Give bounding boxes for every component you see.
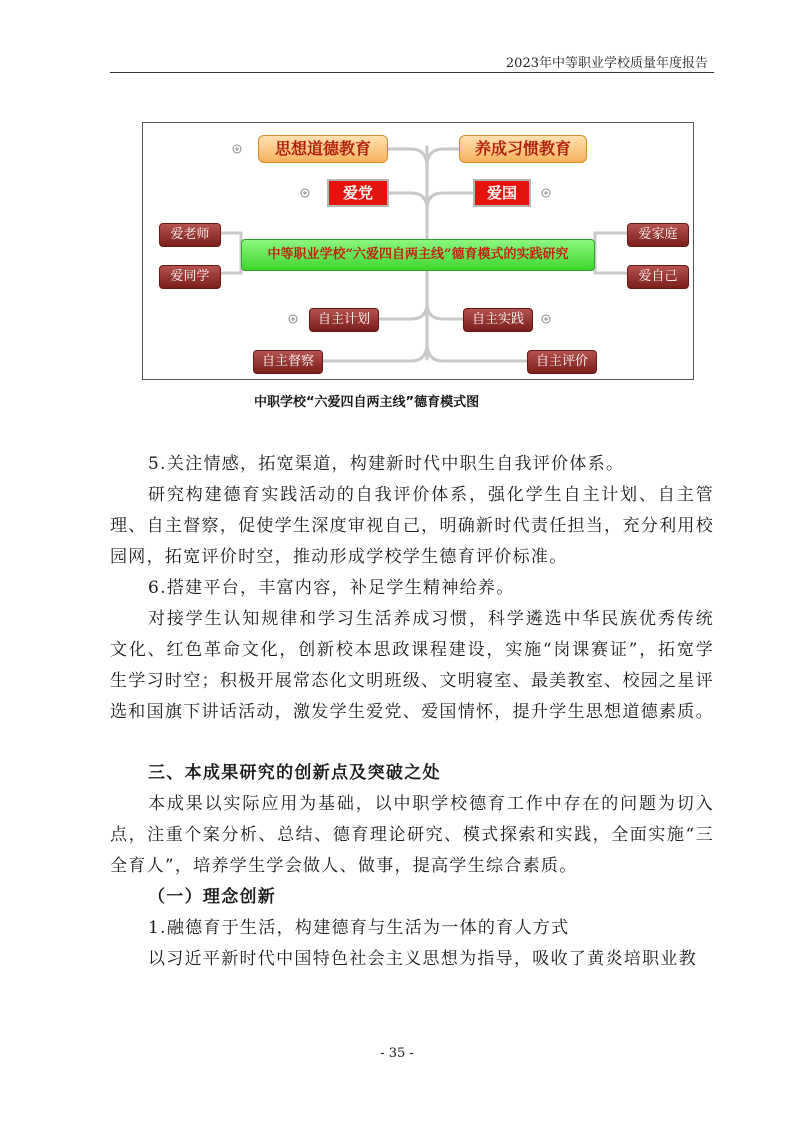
- header-rule: [110, 72, 714, 73]
- node-self-planning: 自主计划: [309, 308, 379, 332]
- subsection-1-heading: （一）理念创新: [148, 887, 277, 907]
- node-moral-education: 思想道德教育: [258, 135, 388, 163]
- running-header: 2023年中等职业学校质量年度报告: [505, 56, 708, 71]
- node-self-supervision: 自主督察: [253, 350, 323, 374]
- node-central-topic: 中等职业学校“六爱四自两主线”德育模式的实践研究: [241, 239, 595, 271]
- node-love-country: 爱国: [473, 179, 531, 207]
- node-self-practice: 自主实践: [463, 308, 533, 332]
- section-3-intro: 本成果以实际应用为基础，以中职学校德育工作中存在的问题为切入点，注重个案分析、总结、德育理论研究、模式探索和实践，全面实施“三全育人”，培养学生学会做人、做事，提高学生综合素质。: [110, 794, 714, 876]
- paragraph-5-body: 研究构建德育实践活动的自我评价体系，强化学生自主计划、自主管理、自主督察，促使学生深度审视自己，明确新时代责任担当，充分利用校园网，拓宽评价时空，推动形成学校学生德育评价标准。: [110, 485, 714, 567]
- diagram-caption: 中职学校“六爱四自两主线”德育模式图: [254, 395, 480, 410]
- node-love-party: 爱党: [327, 179, 389, 207]
- page-number: - 35 -: [380, 1046, 414, 1061]
- node-self-evaluation: 自主评价: [527, 350, 597, 374]
- item-1-heading: 1.融德育于生活，构建德育与生活为一体的育人方式: [148, 918, 570, 938]
- node-love-self: 爱自己: [627, 265, 689, 289]
- mind-map-diagram: [142, 122, 694, 380]
- item-1-body: 以习近平新时代中国特色社会主义思想为指导，吸收了黄炎培职业教: [148, 949, 697, 969]
- section-3-heading: 三、本成果研究的创新点及突破之处: [148, 763, 441, 783]
- node-habit-education: 养成习惯教育: [459, 135, 587, 163]
- paragraph-6-body: 对接学生认知规律和学习生活养成习惯，科学遴选中华民族优秀传统文化、红色革命文化，创新校本思政课程建设，实施“岗课赛证”，拓宽学生学习时空；积极开展常态化文明班级、文明寝室、最美教室、校园之星评选和国旗下讲话活动，激发学生爱党、爱国情怀，提升学生思想道德素质。: [110, 609, 714, 722]
- node-love-teacher: 爱老师: [159, 223, 221, 247]
- paragraph-6-heading: 6.搭建平台，丰富内容，补足学生精神给养。: [148, 578, 515, 598]
- paragraph-5-heading: 5.关注情感，拓宽渠道，构建新时代中职生自我评价体系。: [148, 454, 625, 474]
- node-love-family: 爱家庭: [627, 223, 689, 247]
- node-love-classmates: 爱同学: [159, 265, 221, 289]
